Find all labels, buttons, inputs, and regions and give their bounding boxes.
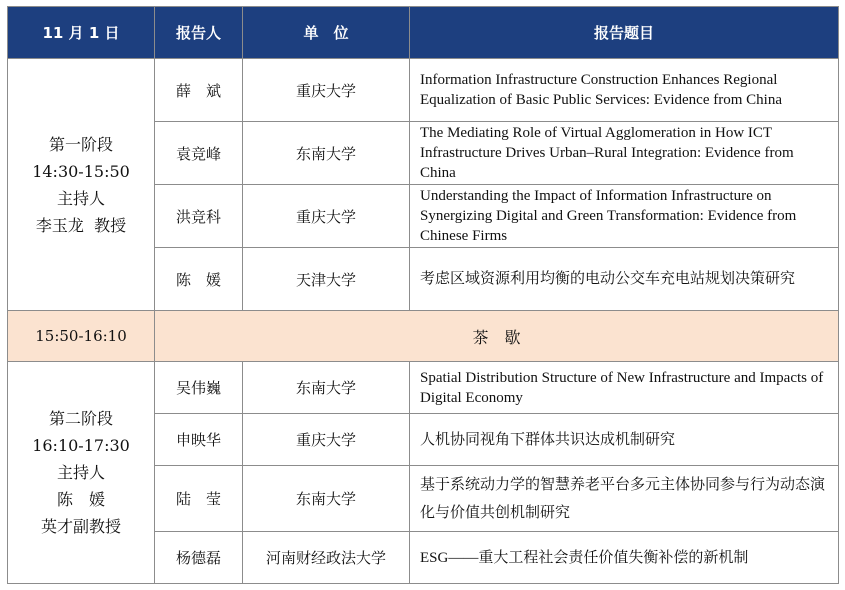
unit-cell: 重庆大学 [243, 185, 410, 248]
title-cell: Information Infrastructure Construction Enhances Regional Equalization of Basic Public Services: Evidence from China [410, 59, 839, 122]
title-cell: Understanding the Impact of Information Infrastructure on Synergizing Digital and Green Transformation: Evidence from Chinese Firms [410, 185, 839, 248]
speaker-cell: 洪竞科 [155, 185, 243, 248]
unit-cell: 天津大学 [243, 248, 410, 311]
speaker-cell: 薛 斌 [155, 59, 243, 122]
table-row [8, 362, 839, 414]
session2-time: 16:10-17:30 [32, 436, 130, 455]
session1-cell [8, 59, 155, 311]
session1-time: 14:30-15:50 [32, 161, 130, 181]
session2-host-label: 主持人 [56, 463, 105, 482]
unit-cell: 重庆大学 [243, 414, 410, 466]
session2-cell [8, 362, 155, 584]
schedule-table [7, 6, 839, 584]
speaker-cell: 陆 莹 [155, 466, 243, 532]
break-row [8, 311, 839, 362]
unit-cell: 河南财经政法大学 [243, 532, 410, 584]
header-topic: 报告题目 [410, 7, 839, 59]
session2-host: 陈 媛 [56, 490, 105, 509]
session1-name: 第一阶段 [48, 134, 113, 154]
speaker-cell: 陈 媛 [155, 248, 243, 311]
header-unit: 单 位 [243, 7, 410, 59]
title-cell: 基于系统动力学的智慧养老平台多元主体协同参与行为动态演化与价值共创机制研究 [410, 466, 839, 532]
unit-cell: 重庆大学 [243, 59, 410, 122]
speaker-cell: 杨德磊 [155, 532, 243, 584]
header-speaker: 报告人 [155, 7, 243, 59]
title-cell: 人机协同视角下群体共识达成机制研究 [410, 414, 839, 466]
speaker-cell: 袁竞峰 [155, 122, 243, 185]
unit-cell: 东南大学 [243, 122, 410, 185]
title-cell: ESG——重大工程社会责任价值失衡补偿的新机制 [410, 532, 839, 584]
speaker-cell: 申映华 [155, 414, 243, 466]
unit-cell: 东南大学 [243, 466, 410, 532]
header-row [8, 7, 839, 59]
title-cell: 考虑区域资源利用均衡的电动公交车充电站规划决策研究 [410, 248, 839, 311]
title-cell: The Mediating Role of Virtual Agglomeration in How ICT Infrastructure Drives Urban–Rural Integration: Evidence from China [410, 122, 839, 185]
speaker-cell: 吴伟巍 [155, 362, 243, 414]
unit-cell: 东南大学 [243, 362, 410, 414]
break-time: 15:50-16:10 [8, 311, 155, 362]
title-cell: Spatial Distribution Structure of New Infrastructure and Impacts of Digital Economy [410, 362, 839, 414]
session2-host-title: 英才副教授 [40, 517, 121, 536]
header-date: 11 月 1 日 [8, 7, 155, 59]
break-label: 茶 歇 [155, 311, 839, 362]
session2-name: 第二阶段 [48, 409, 113, 428]
table-row [8, 59, 839, 122]
session1-host: 李玉龙 教授 [35, 215, 127, 235]
session1-host-label: 主持人 [56, 188, 105, 208]
